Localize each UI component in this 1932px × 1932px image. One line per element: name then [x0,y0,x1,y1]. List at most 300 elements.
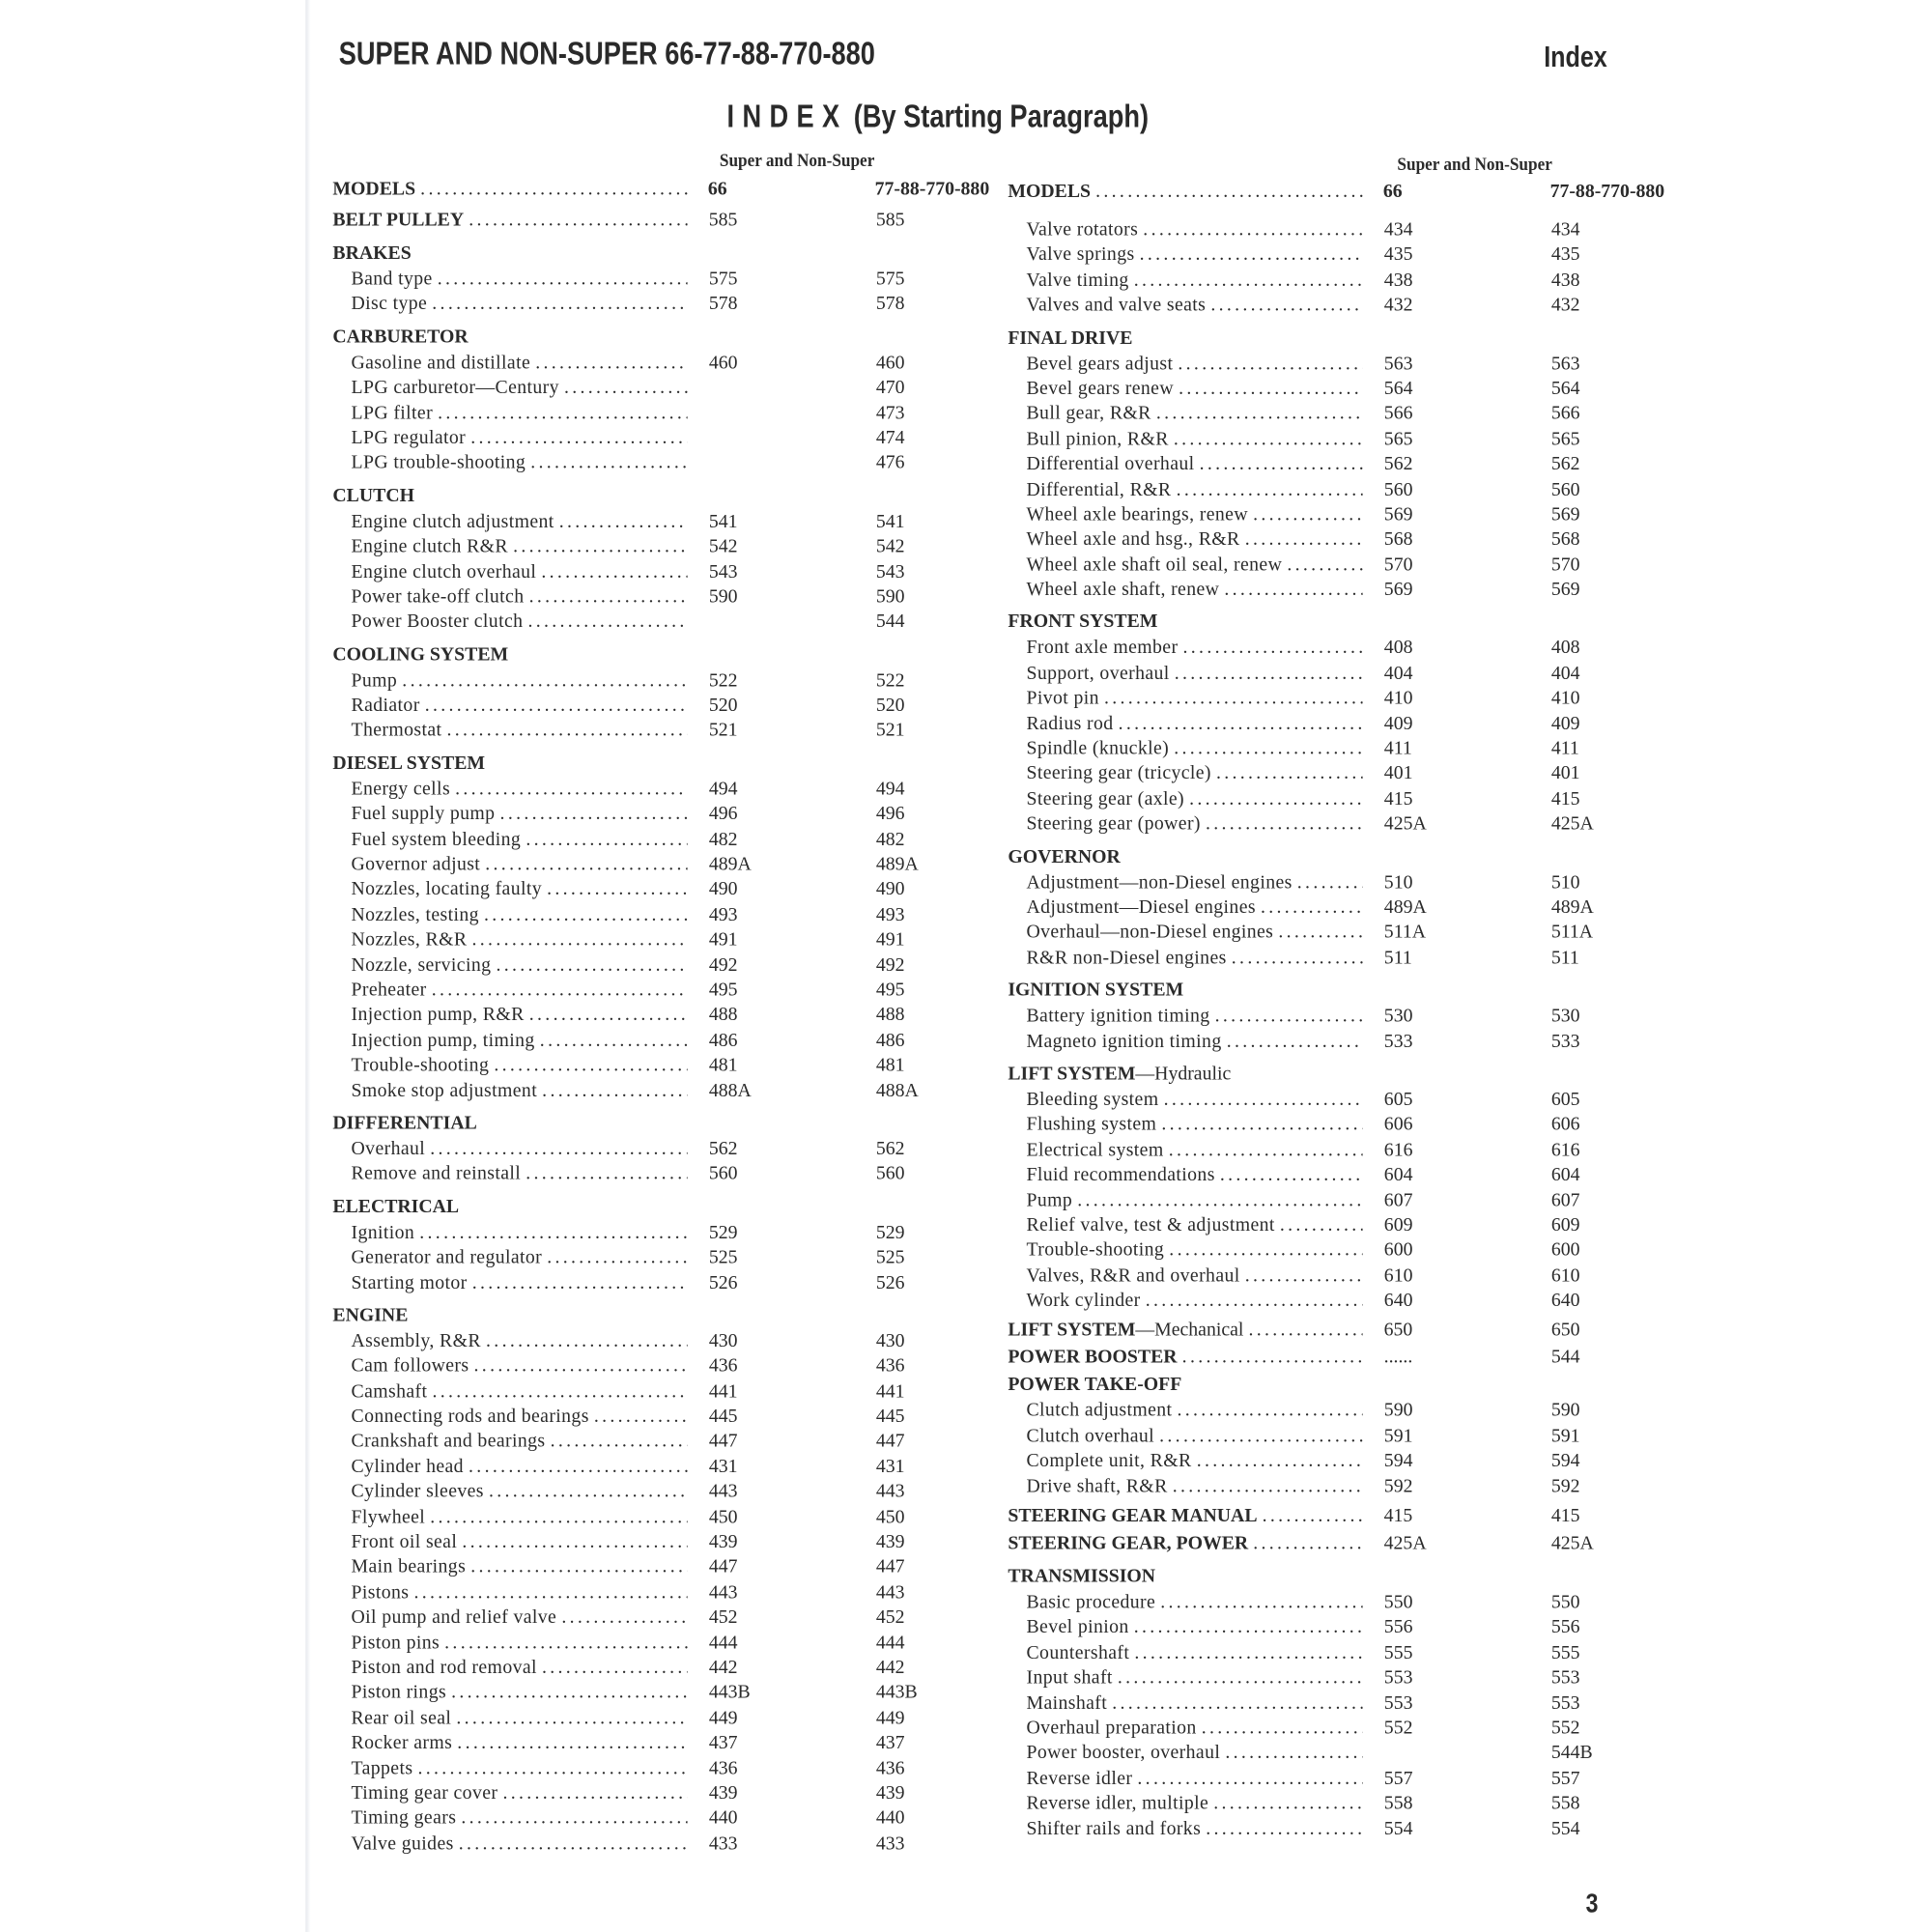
dot-leader [589,1405,688,1430]
dot-leader [1154,1424,1363,1449]
entry-label-text: Complete unit, R&R [1026,1450,1192,1472]
paragraph-model-66: 488 [708,1005,738,1026]
dot-leader [464,207,688,234]
dot-leader [1091,179,1362,206]
paragraph-model-77-880: 542 [875,536,905,557]
entry-label-text: Steering gear (axle) [1026,788,1185,810]
paragraph-model-66: 609 [1383,1214,1413,1236]
dot-leader [508,641,694,668]
paragraph-model-77-880: 441 [875,1380,905,1403]
paragraph-model-77-880: 77-88-770-880 [874,178,990,200]
index-entry [1008,1424,1624,1449]
dot-leader [450,778,688,803]
paragraph-model-77-880: 554 [1550,1818,1580,1839]
index-heading [1008,325,1624,352]
paragraph-model-66: 411 [1383,738,1412,759]
paragraph-model-77-880: 592 [1550,1475,1580,1497]
entry-label [332,1302,408,1329]
entry-label-text: TRANSMISSION [1008,1566,1156,1587]
entry-label-text: LPG filter [351,402,434,424]
entry-label-group [1008,578,1363,603]
dot-leader [1240,1264,1363,1289]
entry-label-group [1008,218,1363,243]
entry-label-group [332,928,688,953]
entry-label-group [1008,812,1363,838]
paragraph-model-77-880: 616 [1550,1139,1580,1161]
entry-label [1026,269,1128,294]
entry-label [332,751,485,778]
entry-label [1008,978,1183,1005]
dot-leader [1129,269,1363,294]
index-entry [332,401,949,426]
dot-leader [1072,1188,1363,1213]
entry-label [352,1631,440,1656]
entry-label [352,1505,426,1530]
paragraph-model-77-880: 525 [875,1246,905,1268]
index-entry [332,1221,949,1246]
entry-label-group [332,1354,688,1379]
paragraph-model-66: 445 [708,1406,738,1428]
entry-label [352,953,492,979]
paragraph-model-77-880: 492 [875,953,905,976]
paragraph-model-77-880: 449 [875,1707,905,1729]
entry-label-group [1008,1163,1363,1188]
entry-label-text: Spindle (knuckle) [1026,738,1170,759]
dot-leader [485,751,694,778]
entry-label-group [1008,1399,1363,1424]
dot-leader [479,903,688,928]
dot-leader [446,1681,688,1706]
entry-label-text: Tappets [351,1757,413,1779]
dot-leader [525,1004,688,1029]
index-heading [332,324,949,351]
left-column-header: Super and Non-Super [719,151,875,172]
paragraph-model-77-880: 438 [1550,270,1580,291]
paragraph-model-77-880: 522 [875,669,905,692]
entry-label-group [1008,477,1363,502]
entry-label-group [332,1455,688,1480]
entry-label [1008,843,1120,870]
entry-label-text: DIFFERENTIAL [332,1112,477,1134]
entry-label-text: Preheater [351,980,427,1001]
dot-leader [1243,1318,1363,1345]
index-entry [332,1405,949,1430]
entry-label-text: Power take-off clutch [351,586,525,608]
entry-label-group [1008,1792,1363,1817]
entry-label-group [1008,1691,1363,1717]
entry-label-group [1008,1564,1369,1591]
entry-label [1026,870,1292,895]
index-entry [1008,352,1624,377]
entry-label-text: CLUTCH [332,485,414,506]
index-entry [332,803,949,828]
paragraph-model-66: 490 [708,878,738,900]
entry-label [1026,1792,1208,1817]
entry-label-group [1008,870,1363,895]
index-entry [1008,737,1624,762]
entry-label [1026,737,1169,762]
index-entry [1008,1399,1624,1424]
dot-leader [1172,477,1364,502]
entry-label-group [1008,1616,1363,1641]
index-entry [332,1029,949,1054]
entry-label [352,903,479,928]
paragraph-model-66: 607 [1383,1189,1413,1211]
index-entry [1008,1113,1624,1138]
dot-leader [536,560,688,585]
index-entry [1008,1163,1624,1188]
paragraph-model-66: 481 [708,1055,738,1076]
paragraph-model-66: 440 [708,1807,738,1830]
entry-label-group [332,426,688,451]
entry-label-text: LPG regulator [351,427,467,449]
dot-leader [1181,1372,1369,1399]
entry-label [1026,218,1138,243]
dot-leader [1178,1345,1363,1372]
entry-label-group [332,401,688,426]
entry-label [352,293,428,318]
entry-label-group [332,668,688,694]
index-entry [332,1455,949,1480]
entry-label-text: Pump [1026,1189,1073,1211]
entry-label [352,1781,498,1806]
entry-label-group [1008,921,1363,946]
paragraph-model-77-880: 493 [875,903,905,925]
paragraph-model-77-880: 563 [1550,353,1580,375]
paragraph-model-77-880: 439 [875,1531,905,1553]
paragraph-model-77-880: 521 [875,720,905,742]
dot-leader [469,324,694,351]
entry-label [352,1029,535,1054]
entry-label-group [332,979,688,1004]
entry-label [1008,1061,1231,1088]
paragraph-model-77-880: 526 [875,1271,905,1293]
entry-label [352,828,522,853]
dot-leader [1248,1530,1363,1557]
dot-leader [1206,294,1363,319]
paragraph-model-77-880: 440 [875,1807,905,1830]
paragraph-model-66: 610 [1383,1264,1413,1287]
entry-label-group [332,778,688,803]
running-title: SUPER AND NON-SUPER 66-77-88-770-880 [338,34,875,71]
entry-label-text: Assembly, R&R [351,1330,481,1352]
index-entry [1008,1717,1624,1742]
paragraph-model-66: 436 [708,1355,738,1378]
entry-label [352,1605,557,1631]
dot-leader [467,928,688,953]
entry-label [352,1455,464,1480]
dot-leader [1138,218,1363,243]
paragraph-model-77-880: 570 [1550,554,1580,576]
entry-label-text: Thermostat [351,720,442,742]
entry-label-text: Wheel axle and hsg., R&R [1026,528,1240,551]
paragraph-model-66: 543 [708,561,738,582]
index-entry [1008,870,1624,895]
title-index: INDEX [726,97,848,135]
index-entry [1008,812,1624,838]
entry-label-group [1008,1113,1363,1138]
entry-label [352,1329,481,1354]
paragraph-model-66: 492 [708,953,738,976]
index-entry [332,694,949,719]
index-entry [1008,946,1624,971]
entry-label-text: Governor adjust [351,853,481,875]
dot-leader [491,953,688,979]
entry-label-group [1008,1238,1363,1264]
entry-label-group [1008,1213,1363,1238]
entry-label [352,1137,426,1162]
entry-label [1026,477,1171,502]
index-main-entry [1008,1345,1624,1372]
index-heading [1008,1061,1624,1088]
entry-label [352,376,559,401]
index-entry [1008,1641,1624,1666]
entry-label-group [1008,427,1363,452]
paragraph-model-66: 590 [708,586,738,608]
entry-label-text: Piston and rod removal [351,1657,537,1679]
entry-label-text: Steering gear (tricycle) [1026,763,1211,784]
entry-label [1026,1591,1155,1616]
paragraph-model-77-880: 530 [1550,1006,1580,1027]
index-entry [332,1530,949,1555]
entry-label-text: Nozzle, servicing [351,953,492,976]
dot-leader [420,694,688,719]
entry-label-text: Camshaft [351,1380,428,1403]
dot-leader [433,268,688,293]
dot-leader [523,611,688,636]
paragraph-model-66: 488A [708,1080,752,1101]
dot-leader [497,1781,688,1806]
entry-label-text: Adjustment—non-Diesel engines [1026,871,1293,894]
entry-label-text: Ignition [351,1221,415,1243]
dot-leader [409,1580,688,1605]
dot-leader [1164,1238,1363,1264]
dot-leader [477,1110,694,1137]
paragraph-model-77-880: 474 [875,427,905,449]
entry-label-text: DIESEL SYSTEM [332,753,486,774]
entry-label-text: Crankshaft and bearings [351,1431,546,1453]
entry-label-text: Fluid recommendations [1026,1164,1215,1186]
entry-label [352,1555,467,1580]
index-entry [332,1681,949,1706]
paragraph-model-77-880: 494 [875,778,905,800]
index-entry [1008,427,1624,452]
dot-leader [495,803,688,828]
dot-leader [468,1271,688,1296]
index-entry [1008,1691,1624,1717]
entry-label-text: Piston pins [351,1632,440,1654]
entry-label-text: Pistons [351,1581,410,1604]
index-entry [1008,1591,1624,1616]
index-entry [332,1004,949,1029]
entry-label [1026,812,1200,838]
entry-label-text: Trouble-shooting [1026,1239,1165,1262]
paragraph-model-77-880: 481 [875,1055,905,1076]
entry-label [352,1806,457,1832]
index-main-entry [1008,179,1665,206]
entry-label-group [1008,1138,1363,1163]
index-entry [332,1054,949,1079]
paragraph-model-66: 550 [1383,1591,1413,1613]
entry-label-text: Support, overhaul [1026,663,1170,684]
dot-leader [530,351,688,376]
paragraph-model-66: 438 [1383,270,1413,291]
entry-label-group [1008,737,1363,762]
entry-label-text: MODELS [332,178,416,200]
dot-leader [1273,921,1363,946]
entry-label [1026,1742,1220,1767]
entry-label-group [1008,1345,1363,1372]
entry-label-group [1008,1817,1363,1842]
dot-leader [1227,946,1363,971]
entry-label-text: Countershaft [1026,1641,1130,1663]
paragraph-model-77-880: 415 [1550,788,1580,810]
entry-label [352,1656,537,1681]
dot-leader [1240,527,1364,553]
index-entry [332,1430,949,1455]
index-entry [332,1832,949,1857]
paragraph-model-66: 493 [708,903,738,925]
left-index-column [332,176,990,1857]
index-entry [332,535,949,560]
index-entry [332,351,949,376]
index-entry [1008,1616,1624,1641]
paragraph-model-66: 494 [708,778,738,800]
entry-label-text: Wheel axle bearings, renew [1026,503,1249,526]
dot-leader [545,1430,688,1455]
entry-label-text: Injection pump, R&R [351,1005,525,1026]
paragraph-model-77-880: 401 [1550,763,1580,784]
paragraph-model-77-880: 610 [1550,1264,1580,1287]
paragraph-model-66: 447 [708,1431,738,1453]
entry-label-text: Cylinder sleeves [351,1481,484,1503]
entry-label-text: Wheel axle shaft oil seal, renew [1026,554,1283,576]
paragraph-model-66: 520 [708,695,738,717]
index-entry [1008,1474,1624,1499]
entry-label [1026,662,1169,687]
index-heading [1008,1564,1624,1591]
index-entry [1008,895,1624,921]
paragraph-model-77-880: 489A [1550,896,1594,919]
entry-label-text: Front axle member [1026,638,1179,659]
index-entry [1008,712,1624,737]
entry-label [352,1079,538,1104]
index-entry [1008,687,1624,712]
dot-leader [412,241,694,268]
entry-label [1026,921,1273,946]
paragraph-model-66: 489A [708,853,752,875]
dot-leader [524,585,688,611]
entry-label-group [332,803,688,828]
paragraph-model-77-880: 415 [1550,1505,1580,1527]
dot-leader [1211,762,1363,787]
entry-label-group [1008,1264,1363,1289]
paragraph-model-77-880: 439 [875,1782,905,1804]
paragraph-model-66: 553 [1383,1691,1413,1714]
paragraph-model-66: 442 [708,1657,738,1679]
entry-label [1026,527,1239,553]
index-entry [332,1162,949,1187]
paragraph-model-77-880: 606 [1550,1114,1580,1136]
entry-label [352,1756,413,1781]
paragraph-model-77-880: 425A [1550,813,1594,835]
paragraph-model-77-880: 591 [1550,1425,1580,1447]
paragraph-model-77-880: 607 [1550,1189,1580,1211]
entry-label [352,719,442,744]
index-entry [1008,452,1624,477]
entry-label-group [1008,1061,1369,1088]
entry-label-group [1008,502,1363,527]
entry-label-text: Differential overhaul [1026,453,1195,475]
entry-label [352,1379,428,1405]
entry-label [1026,553,1282,578]
entry-label-group [332,1832,688,1857]
paragraph-model-66: 565 [1383,428,1413,450]
entry-label [332,1194,459,1221]
entry-label [352,1221,415,1246]
dot-leader [1183,978,1369,1005]
paragraph-model-66: 510 [1383,871,1413,894]
entry-label [352,853,481,878]
entry-label [1026,1289,1140,1314]
entry-label-group [332,1781,688,1806]
entry-label-text: Valves, R&R and overhaul [1026,1264,1240,1287]
entry-label-group [1008,269,1363,294]
paragraph-model-66: 558 [1383,1793,1413,1814]
entry-label-text: Bull pinion, R&R [1026,428,1169,450]
entry-label-text: Bleeding system [1026,1089,1159,1111]
entry-label-group [1008,452,1363,477]
entry-label-text: Band type [351,269,433,290]
entry-label-text: Energy cells [351,778,451,800]
entry-label [332,207,464,234]
index-entry [1008,1005,1624,1030]
paragraph-model-77-880: 640 [1550,1290,1580,1312]
paragraph-model-66: 640 [1383,1290,1413,1312]
entry-label-text: Engine clutch adjustment [351,510,554,532]
dot-leader [1169,737,1363,762]
entry-label-text: MODELS [1008,181,1092,203]
entry-label-text: Main bearings [351,1556,467,1578]
entry-label-group [332,1221,688,1246]
paragraph-model-77-880: 560 [1550,478,1580,500]
index-entry [332,668,949,694]
entry-label-text: Flywheel [351,1506,426,1528]
index-main-entry [1008,1530,1624,1557]
paragraph-model-66: 564 [1383,378,1413,400]
entry-label-text: COOLING SYSTEM [332,643,509,666]
entry-label [1026,946,1226,971]
entry-label [1026,1030,1221,1055]
paragraph-model-77-880: 566 [1550,403,1580,425]
paragraph-model-66: 432 [1383,295,1413,316]
entry-label [352,351,531,376]
dot-leader [537,1656,688,1681]
paragraph-model-77-880: 77-88-770-880 [1549,181,1665,203]
entry-label-group [332,1806,688,1832]
paragraph-model-77-880: 409 [1550,713,1580,734]
paragraph-model-77-880: 562 [1550,453,1580,475]
paragraph-model-66: 600 [1383,1239,1413,1262]
entry-label-text: Valve timing [1026,270,1129,291]
entry-label-group [332,694,688,719]
dot-leader [1157,610,1369,637]
dot-leader [415,176,687,203]
paragraph-model-77-880: 555 [1550,1641,1580,1663]
paragraph-model-66: 447 [708,1556,738,1578]
entry-label-text: Battery ignition timing [1026,1006,1210,1027]
entry-label-group [332,1580,688,1605]
